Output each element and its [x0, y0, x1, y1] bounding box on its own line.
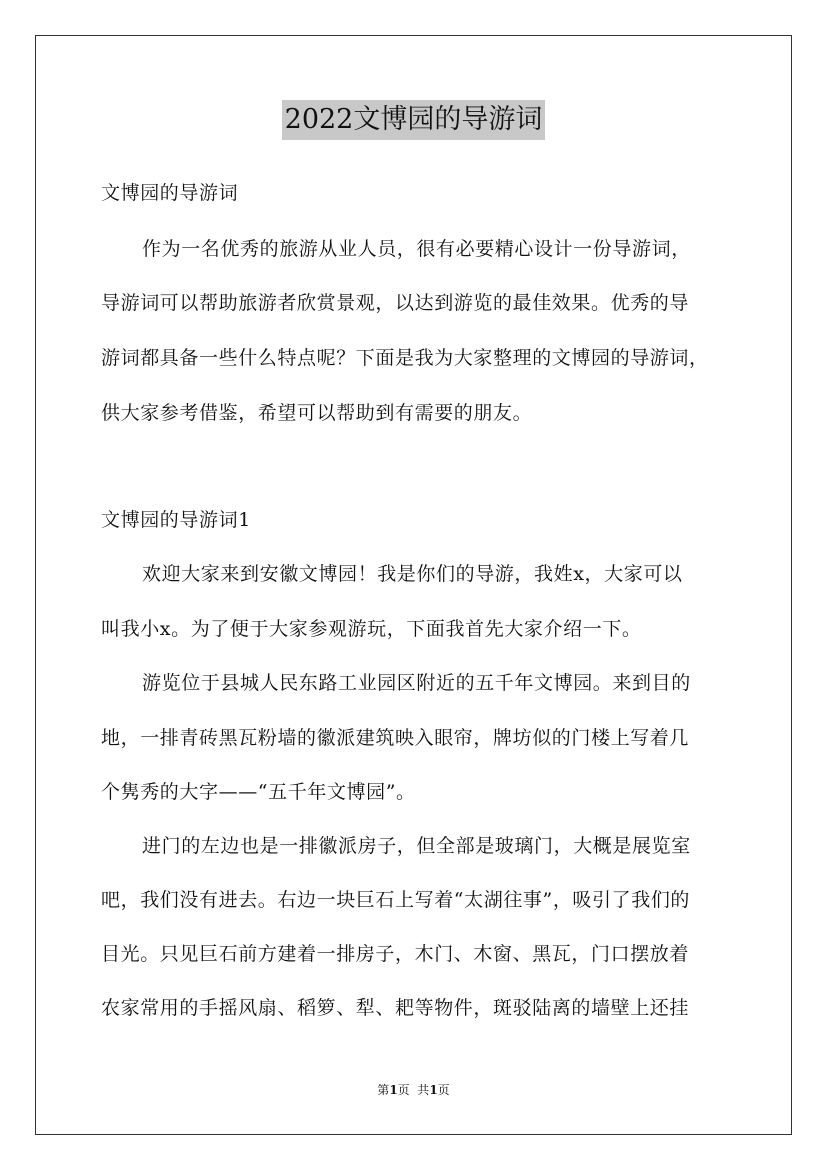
page-prefix: 第 — [377, 1083, 390, 1097]
intro-line: 作为一名优秀的旅游从业人员，很有必要精心设计一份导游词， — [142, 238, 691, 260]
body-line: 叫我小x。为了便于大家参观游玩，下面我首先大家介绍一下。 — [101, 618, 642, 640]
page-suffix: 页 — [437, 1083, 450, 1097]
total-pages: 1 — [429, 1083, 438, 1097]
page-mid: 页 共 — [397, 1083, 430, 1097]
intro-line: 供大家参考借鉴，希望可以帮助到有需要的朋友。 — [101, 402, 533, 424]
body-line: 农家常用的手摇风扇、稻箩、犁、耙等物件，斑驳陆离的墙壁上还挂 — [101, 997, 690, 1019]
page-number: 1 — [389, 1083, 398, 1097]
body-line: 个隽秀的大字——“五千年文博园”。 — [101, 781, 416, 803]
document-title: 2022文博园的导游词 — [282, 100, 546, 140]
body-line: 目光。只见巨石前方建着一排房子，木门、木窗、黑瓦，门口摆放着 — [101, 943, 690, 965]
intro-line: 游词都具备一些什么特点呢？下面是我为大家整理的文博园的导游词， — [101, 347, 709, 369]
body-line: 地，一排青砖黑瓦粉墙的徽派建筑映入眼帘，牌坊似的门楼上写着几 — [101, 727, 690, 749]
body-line: 吧，我们没有进去。右边一块巨石上写着“太湖往事”，吸引了我们的 — [101, 889, 691, 911]
page-footer — [0, 1082, 827, 1098]
body-line: 进门的左边也是一排徽派房子，但全部是玻璃门，大概是展览室 — [142, 835, 691, 857]
document-title-block — [0, 100, 827, 140]
subtitle: 文博园的导游词 — [101, 182, 239, 204]
body-line: 游览位于县城人民东路工业园区附近的五千年文博园。来到目的 — [142, 672, 691, 694]
body-line: 欢迎大家来到安徽文博园！我是你们的导游，我姓x，大家可以 — [142, 563, 683, 585]
section-heading: 文博园的导游词1 — [101, 509, 251, 531]
intro-line: 导游词可以帮助旅游者欣赏景观，以达到游览的最佳效果。优秀的导 — [101, 292, 690, 314]
